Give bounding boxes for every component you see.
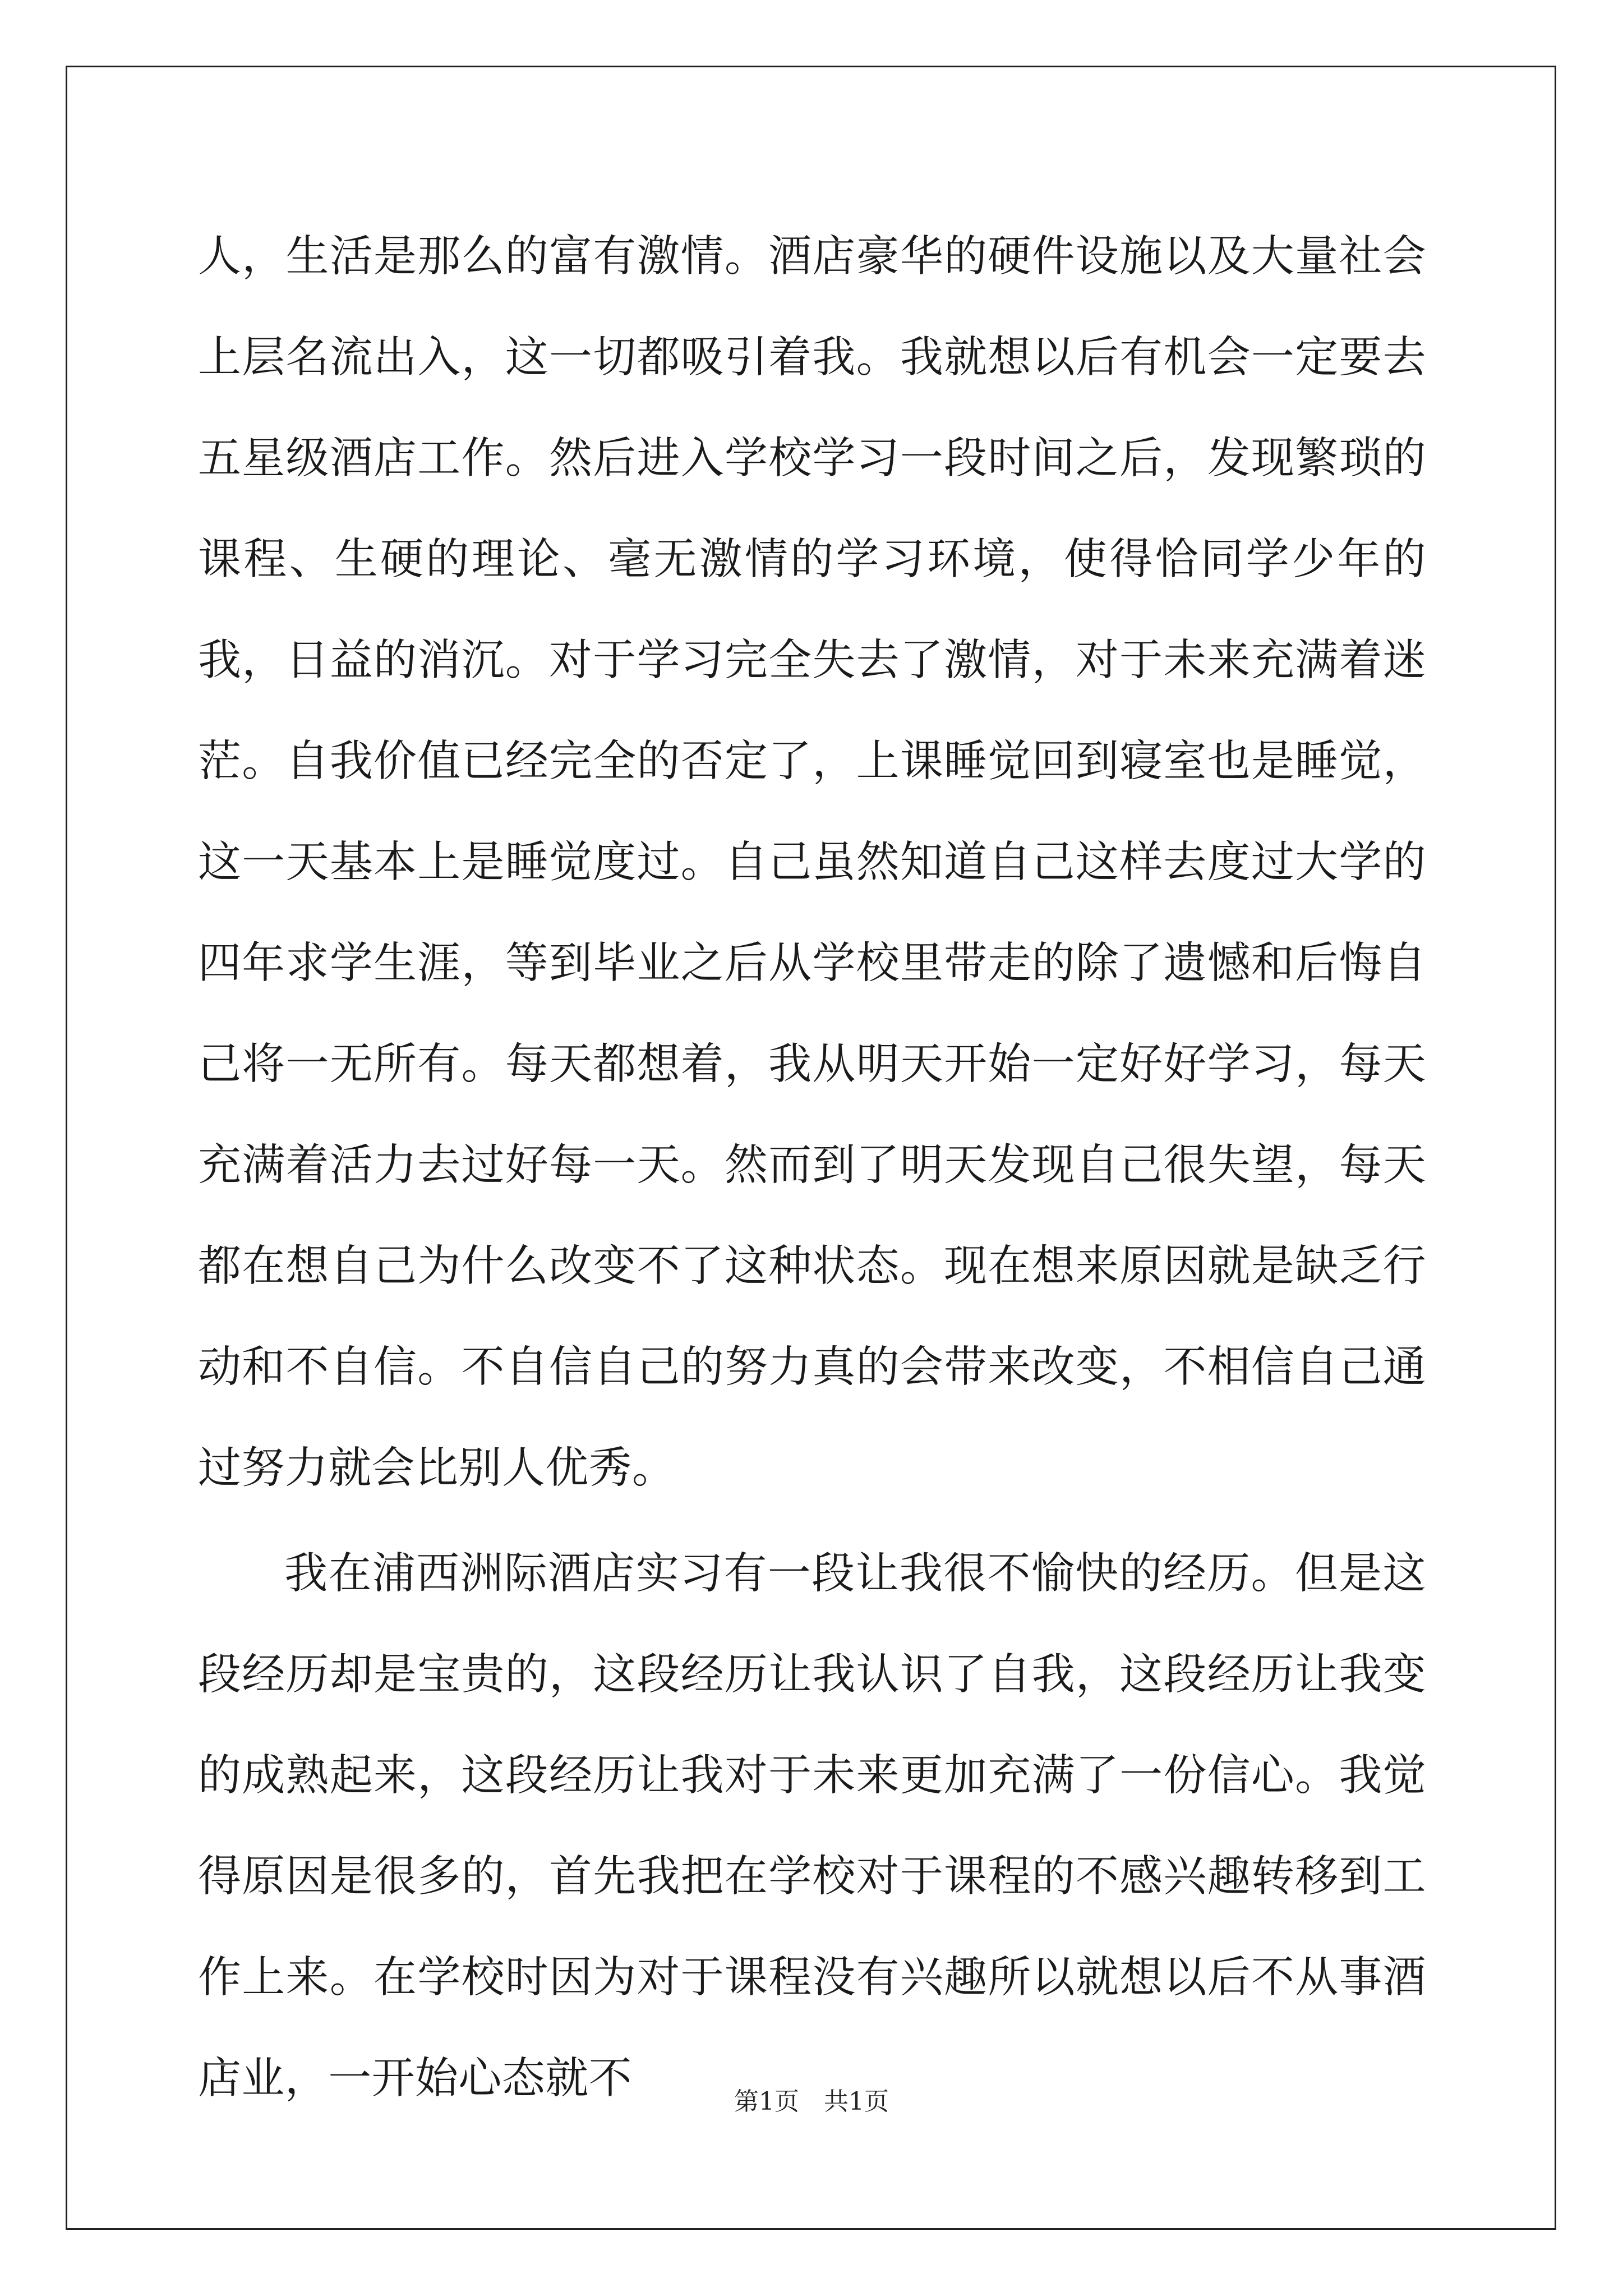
paragraph-2: 我在浦西洲际酒店实习有一段让我很不愉快的经历。但是这段经历却是宝贵的，这段经历让我认识了自我，这段经历让我变的成熟起来，这段经历让我对于未来更加充满了一份信心。我觉得原因是很多的，首先我把在学校对于课程的不感兴趣转移到工作上来。在学校时因为对于课程没有兴趣所以就想以后不从事酒店业，一开始心态就不 xyxy=(198,1549,1426,2104)
document-body xyxy=(198,206,1426,2129)
page-number-footer: 第1页 共1页 xyxy=(734,2087,889,2116)
paragraph-1: 人，生活是那么的富有激情。酒店豪华的硬件设施以及大量社会上层名流出入，这一切都吸引着我。我就想以后有机会一定要去五星级酒店工作。然后进入学校学习一段时间之后，发现繁琐的课程、生硬的理论、毫无激情的学习环境，使得恰同学少年的我，日益的消沉。对于学习完全失去了激情，对于未来充满着迷茫。自我价值已经完全的否定了，上课睡觉回到寝室也是睡觉，这一天基本上是睡觉度过。自己虽然知道自己这样去度过大学的四年求学生涯，等到毕业之后从学校里带走的除了遗憾和后悔自己将一无所有。每天都想着，我从明天开始一定好好学习，每天充满着活力去过好每一天。然而到了明天发现自己很失望，每天都在想自己为什么改变不了这种状态。现在想来原因就是缺乏行动和不自信。不自信自己的努力真的会带来改变，不相信自己通过努力就会比别人优秀。 xyxy=(198,232,1426,1493)
